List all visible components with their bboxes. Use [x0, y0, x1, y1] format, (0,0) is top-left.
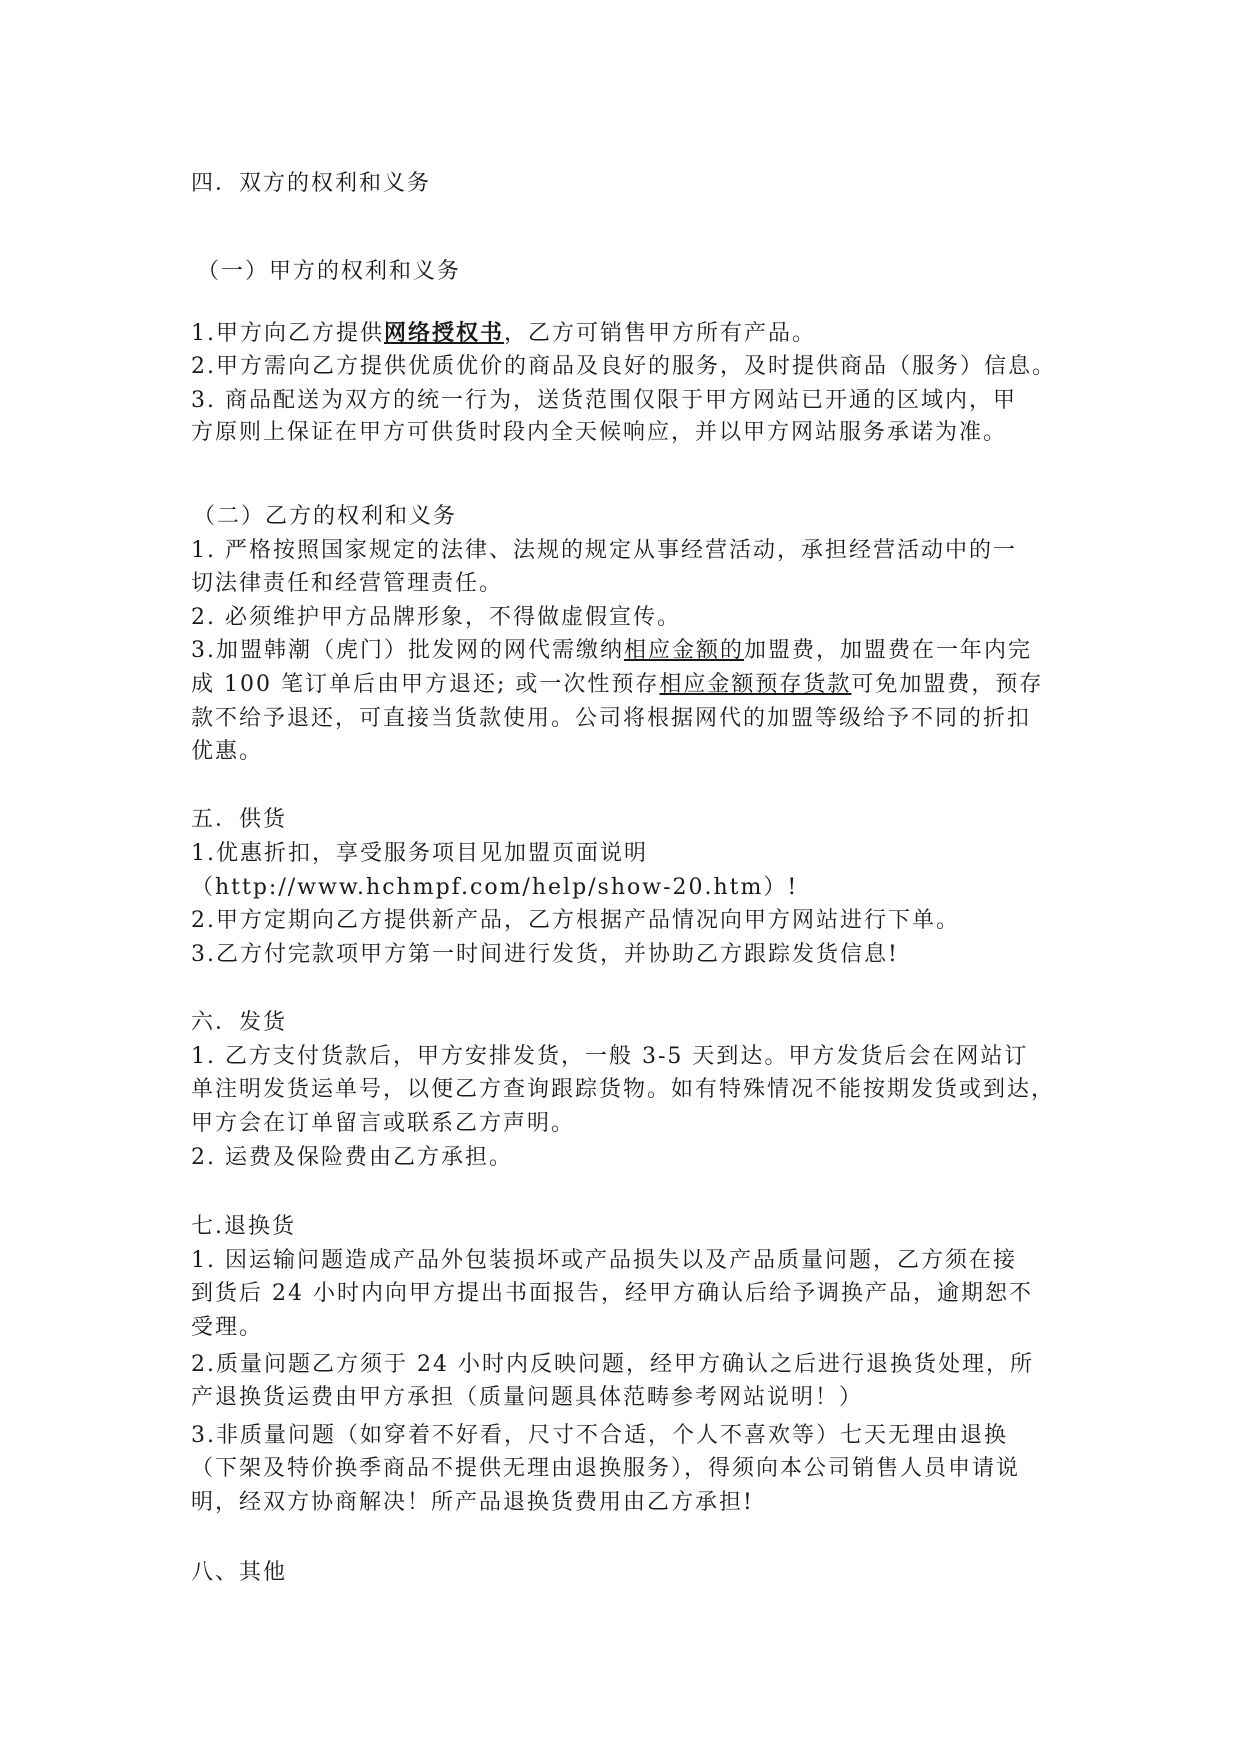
s6-item-1-line-1: 1. 乙方支付货款后，甲方安排发货，一般 3-5 天到达。甲方发货后会在网站订 [191, 1044, 1029, 1069]
s7-item-2-line-2: 产退换货运费由甲方承担（质量问题具体范畴参考网站说明！） [191, 1385, 864, 1410]
s4-a-item-3-line-2: 方原则上保证在甲方可供货时段内全天候响应，并以甲方网站服务承诺为准。 [191, 420, 1008, 445]
s5-item-2: 2.甲方定期向乙方提供新产品，乙方根据产品情况向甲方网站进行下单。 [191, 908, 960, 933]
s4-a-item-1-post: ，乙方可销售甲方所有产品。 [504, 321, 817, 346]
s6-item-2: 2. 运费及保险费由乙方承担。 [191, 1145, 513, 1170]
b3-line-1-pre: 3.加盟韩潮（虎门）批发网的网代需缴纳 [191, 638, 624, 663]
b3-underlined-amount: 相应金额的 [624, 638, 745, 663]
s6-item-1-line-2: 单注明发货运单号，以便乙方查询跟踪货物。如有特殊情况不能按期发货或到达， [191, 1077, 1056, 1102]
s4-b-item-3-line-1 [191, 634, 1061, 668]
b3-line-1-post: 加盟费，加盟费在一年内完 [744, 638, 1033, 663]
s7-item-3-line-3: 明，经双方协商解决！所产品退换货费用由乙方承担! [191, 1490, 754, 1515]
s7-item-3-line-1: 3.非质量问题（如穿着不好看，尺寸不合适，个人不喜欢等）七天无理由退换 [191, 1423, 1008, 1448]
s7-item-1-line-3: 受理。 [191, 1315, 264, 1340]
authorization-link[interactable]: 网络授权书 [384, 320, 505, 346]
s4-b-item-1-line-1: 1. 严格按照国家规定的法律、法规的规定从事经营活动，承担经营活动中的一 [191, 538, 1017, 563]
s7-item-3-line-2: （下架及特价换季商品不提供无理由退换服务），得须向本公司销售人员申请说 [191, 1456, 1021, 1481]
section-6-heading: 六．发货 [191, 1010, 288, 1035]
section-5-heading: 五．供货 [191, 807, 288, 832]
s4-a-item-1 [191, 316, 1061, 351]
s7-item-1-line-2: 到货后 24 小时内向甲方提出书面报告，经甲方确认后给予调换产品，逾期恕不 [191, 1281, 1033, 1306]
s7-item-2-line-1: 2.质量问题乙方须于 24 小时内反映问题，经甲方确认之后进行退换货处理，所 [191, 1352, 1034, 1377]
b3-line-2-post: 可免加盟费，预存 [851, 672, 1044, 697]
s4-b-item-2: 2. 必须维护甲方品牌形象，不得做虚假宣传。 [191, 605, 681, 630]
s5-item-1-line-1: 1.优惠折扣，享受服务项目见加盟页面说明 [191, 841, 648, 866]
s4-a-item-2: 2.甲方需向乙方提供优质优价的商品及良好的服务，及时提供商品（服务）信息。 [191, 354, 1056, 379]
s4-b-item-3-line-2 [191, 668, 1061, 702]
section-8-heading: 八、其他 [191, 1560, 288, 1585]
s4-a-item-3-line-1: 3. 商品配送为双方的统一行为，送货范围仅限于甲方网站已开通的区域内，甲 [191, 388, 1017, 413]
s5-item-3: 3.乙方付完款项甲方第一时间进行发货，并协助乙方跟踪发货信息! [191, 942, 899, 967]
s4-a-item-1-pre: 1.甲方向乙方提供 [191, 321, 384, 346]
section-7-heading: 七.退换货 [191, 1214, 296, 1239]
s4-b-item-3-line-4: 优惠。 [191, 739, 264, 764]
b3-underlined-deposit: 相应金额预存货款 [659, 672, 852, 697]
section-4-heading: 四．双方的权利和义务 [191, 171, 432, 196]
section-4a-heading: （一）甲方的权利和义务 [197, 259, 462, 284]
section-4b-heading: （二）乙方的权利和义务 [193, 504, 458, 529]
s4-b-item-1-line-2: 切法律责任和经营管理责任。 [191, 571, 504, 596]
s6-item-1-line-3: 甲方会在订单留言或联系乙方声明。 [191, 1111, 576, 1136]
b3-line-2-pre: 成 100 笔订单后由甲方退还; 或一次性预存 [191, 672, 660, 697]
s5-item-1-line-2: （http://www.hchmpf.com/help/show-20.htm）! [191, 875, 799, 900]
s4-b-item-3-line-3: 款不给予退还，可直接当货款使用。公司将根据网代的加盟等级给予不同的折扣 [191, 706, 1032, 731]
s7-item-1-line-1: 1. 因运输问题造成产品外包装损坏或产品损失以及产品质量问题，乙方须在接 [191, 1248, 1017, 1273]
